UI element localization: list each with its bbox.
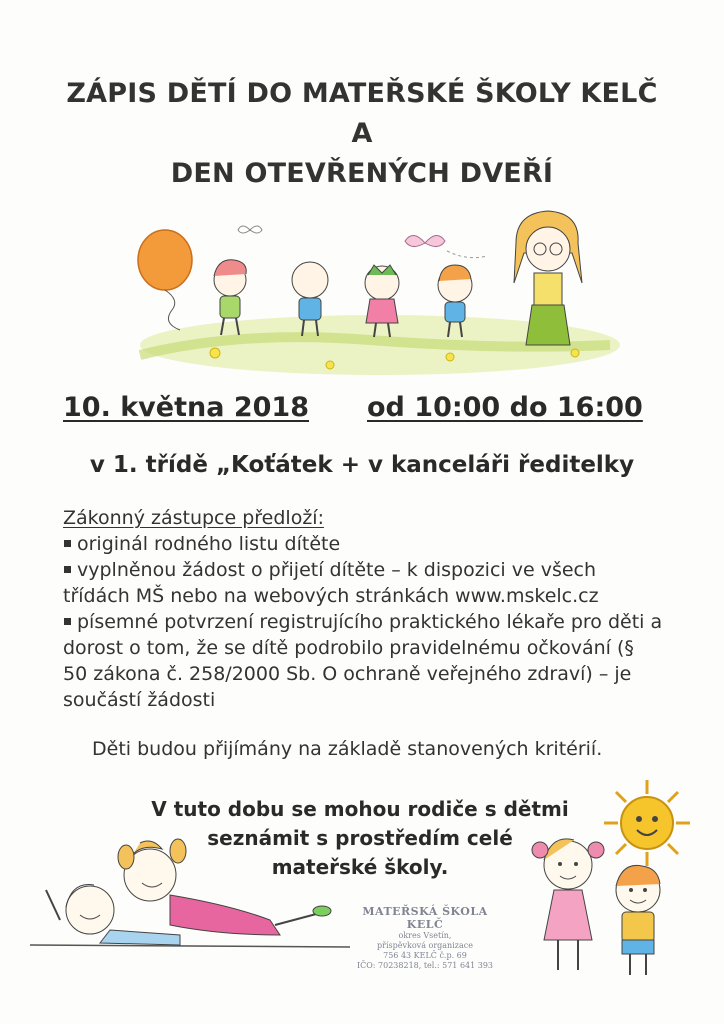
- event-place: v 1. třídě „Koťátek + v kanceláři ředitelky: [89, 452, 635, 478]
- title-line-3: DEN OTEVŘENÝCH DVEŘÍ: [170, 158, 554, 189]
- event-date: 10. května 2018: [63, 392, 309, 423]
- title-line-2: A: [351, 118, 373, 149]
- girl-standing: [532, 839, 604, 970]
- criteria-note: Děti budou přijímány na základě stanovených kritérií.: [92, 738, 603, 760]
- butterfly-icon: [238, 226, 262, 233]
- bullet-icon: [64, 540, 71, 547]
- bullet-icon: [64, 618, 71, 625]
- invite-line-3: mateřské školy.: [271, 855, 449, 879]
- stamp-line: příspěvková organizace: [377, 941, 473, 950]
- school-stamp: [345, 905, 505, 971]
- invite-line-2: seznámit s prostředím celé: [207, 826, 513, 850]
- standing-kids-illustration: [518, 830, 688, 980]
- stamp-line: okres Vsetín,: [398, 931, 452, 940]
- stamp-line: IČO: 70238218, tel.: 571 641 393: [356, 961, 494, 970]
- stamp-line: 756 43 KELČ č.p. 69: [383, 951, 467, 960]
- boy-standing: [616, 865, 660, 975]
- children-teacher-illustration: [120, 205, 620, 385]
- lying-children-illustration: [30, 835, 350, 955]
- butterfly-icon: [405, 235, 487, 257]
- event-time: od 10:00 do 16:00: [367, 392, 643, 423]
- requirement-item: originál rodného listu dítěte: [63, 531, 663, 557]
- title-line-1: ZÁPIS DĚTÍ DO MATEŘSKÉ ŠKOLY KELČ: [66, 78, 658, 109]
- stamp-title: MATEŘSKÁ ŠKOLA KELČ: [362, 905, 488, 931]
- girl-figure: [118, 839, 331, 935]
- requirement-item: vyplněnou žádost o přijetí dítěte – k dispozici ve všech třídách MŠ nebo na webových stránkách www.mskelc.cz: [63, 559, 599, 607]
- requirements: [63, 505, 663, 713]
- requirements-heading: Zákonný zástupce předloží:: [63, 507, 324, 529]
- requirement-item: písemné potvrzení registrujícího praktického lékaře pro děti a dorost o tom, že se dítě podrobilo pravidelnému očkování (§ 50 zákona č. 258/2000 Sb. O ochraně veřejného zdraví) – je součástí žádosti: [63, 611, 663, 711]
- bullet-icon: [64, 566, 71, 573]
- balloon-icon: [138, 230, 192, 290]
- invite-line-1: V tuto dobu se mohou rodiče s dětmi: [151, 797, 569, 821]
